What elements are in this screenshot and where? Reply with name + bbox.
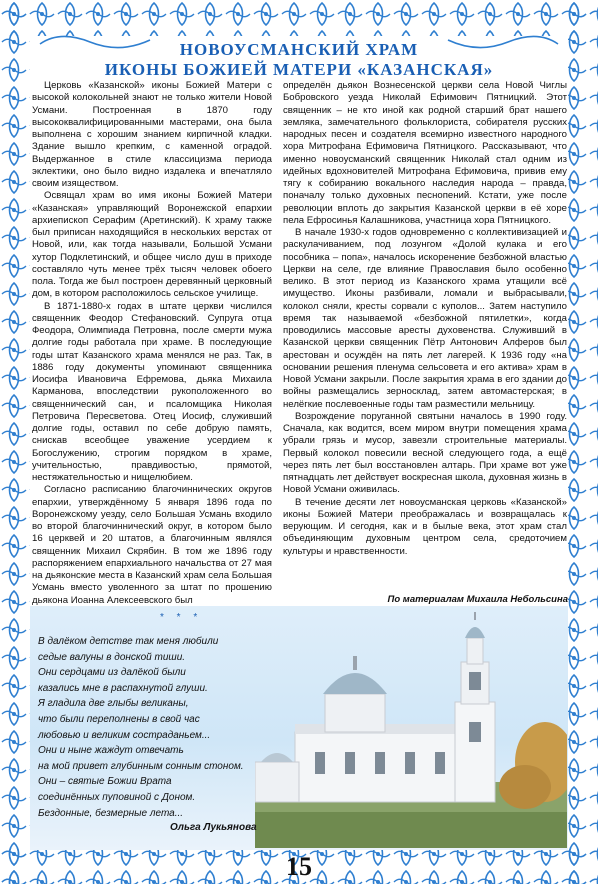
article-source-credit: По материалам Михаила Небольсина [387,594,568,605]
poem-line: Они и ныне жаждут отвечать [38,745,184,757]
poem-line: Они сердцами из далёкой были [38,667,186,679]
paragraph: определён дьякон Вознесенской церкви села Новой Чиглы Бобровского уезда Николай Ефимович Пятницкий. Этот священник – не кто иной как родной старший брат нашего земляка, замечательного фольклориста, собирателя русских народных песен и создателя всемирно известного народного хора Митрофана Ефимовича Пятницкого. Рассказывают, что именно новоусманский священник Николай стал одним из идейных вдохновителей Митрофана Ефимовича, привив ему тягу к собиранию вокального наследия народа – правда, поначалу только духовных песнопений. Кстати, уже после революции вплоть до закрытия Казанской церкви в её хоре пела Ефросинья Калашникова, участница хора Пятницкого. [283,80,567,226]
paragraph: В 1871-1880-х годах в штате церкви числился священник Феодор Стефановский. Супруга отца Феодора, Олимпиада Петровна, после смерти мужа долгие годы работала при храме. В последующие годы штат Казанского храма менялся не раз. Так, в 1886 году документы упоминают священника Иосифа Ивановича Ефремова, дьяка Михаила Карманова, впоследствии рукоположенного во священнический сан, и псаломщика Николая Петровича Пересветова. Отец Иосиф, служивший долгие годы, оставил по себе добрую память, снискав всеобщее уважение усердием к Богослужению, строгим порядком в храме, учительностью, правдивостью, прямотой, нестяжательностью и нищелюбием. [32,300,272,483]
poem-line: любовью и великим состраданьем... [38,729,211,741]
paragraph: Согласно расписанию благочиннических округов епархии, утверждённому 5 января 1896 года по Воронежскому уезду, село Большая Усмань входило во второй благочиннический округ, в котором было 16 церквей и 20 штатов, а благочинным являлся священник Михаил Скрябин. В том же 1896 году распоряжением епархиального начальства от 27 мая на дьяконские места в Казанский храм села Большая Усмань вместо уволенного за штат по прошению дьякона Иоанна Алексеевского был [32,484,272,606]
church-photo [255,612,567,848]
paragraph: Возрождение поруганной святыни началось в 1990 году. Сначала, как водится, всем миром внутри помещения храма убрали грязь и мусор, завезли строительные материалы. Первый колокол повесили весной следующего года, а ещё через пять лет был восстановлен алтарь. При храме вот уже пятнадцать лет действует воскресная школа, духовная жизнь в Новой Усмани оживилась. [283,410,567,496]
poem-line: соединённых пуповиной с Доном. [38,791,196,803]
paragraph: В начале 1930-х годов одновременно с коллективизацией и раскулачиванием, под лозунгом «Долой кулака и его пособника – попа», началось искоренение безбожной властью Церкви на селе, где влияние Православия было особенно велико. В этот период из Казанского храма утащили всё имущество. Иконы разбивали, ломали и выбрасывали, колокол сняли, кресты сорвали с куполов... Затем наступило время так называемой «безбожной пятилетки», когда проводились массовые аресты духовенства. Служивший в Казанской церкви священник Пётр Антонович Алферов был арестован и осуждён на пять лет лагерей. К 1936 году «на основании решения пленума сельсовета и его актива» храм в Новой Усмани закрыли. После закрытия храма в его здании до войны размещались зерносклад, затем автомастерская; в нелёгкие послевоенные годы там разместили мельницу. [283,227,567,410]
paragraph: Церковь «Казанской» иконы Божией Матери с высокой колокольней знают не только жители Новой Усмани. Построенная в 1870 году высококвалифицированными мастерами, она была выполнена с хорошим знанием кирпичной кладки. Здание вышло крепким, с каменной оградой. Выдержанное в стиле классицизма периода эклектики, оно было видно издалека и впечатляло своим изяществом. [32,80,272,189]
article-title-line-1: НОВОУСМАНСКИЙ ХРАМ [179,40,419,59]
article-title-line-2: ИКОНЫ БОЖИЕЙ МАТЕРИ «КАЗАНСКАЯ» [104,60,494,79]
poem-line: казались мне в распахнутой глуши. [38,682,208,694]
poem-text [38,634,298,821]
poem-line: на мой привет глубинным сонным стоном. [38,760,244,772]
article-right-column [283,80,567,558]
paragraph: В течение десяти лет новоусманская церковь «Казанской» иконы Божией Матери преображалась и возвращалась к верующим. И сегодня, как и в былые века, этот храм стал объединяющим духовным центром села, средоточием культуры и нравственности. [283,496,567,557]
poem-line: Я гладила две глыбы великаны, [38,698,189,710]
poem-author: Ольга Лукьянова [170,822,257,833]
poem-line: В далёком детстве так меня любили [38,636,219,647]
poem-line: Они – святые Божии Врата [38,776,172,788]
page-number: 15 [286,852,312,881]
paragraph: Освящал храм во имя иконы Божией Матери «Казанская» управляющий Воронежской епархии архиепископ Серафим (Аретинский). К храму также был приписан находящийся в нескольких верстах от Новой, или, как тогда называли, Большой Усмани хутор Подклетинский, и общее число душ в приходе составляло чуть менее трёх тысяч человек обоего пола. Тогда же был построен деревянный церковный дом, в котором расположилось сельское училище. [32,190,272,300]
article-left-column [32,80,272,607]
poem-stars: * * * [160,612,203,623]
poem-line: Бездонные, безмерные лета... [38,807,184,819]
poem-line: что были переполнены в свой час [38,713,200,725]
poem-line: седые валуны в донской тиши. [38,651,186,663]
